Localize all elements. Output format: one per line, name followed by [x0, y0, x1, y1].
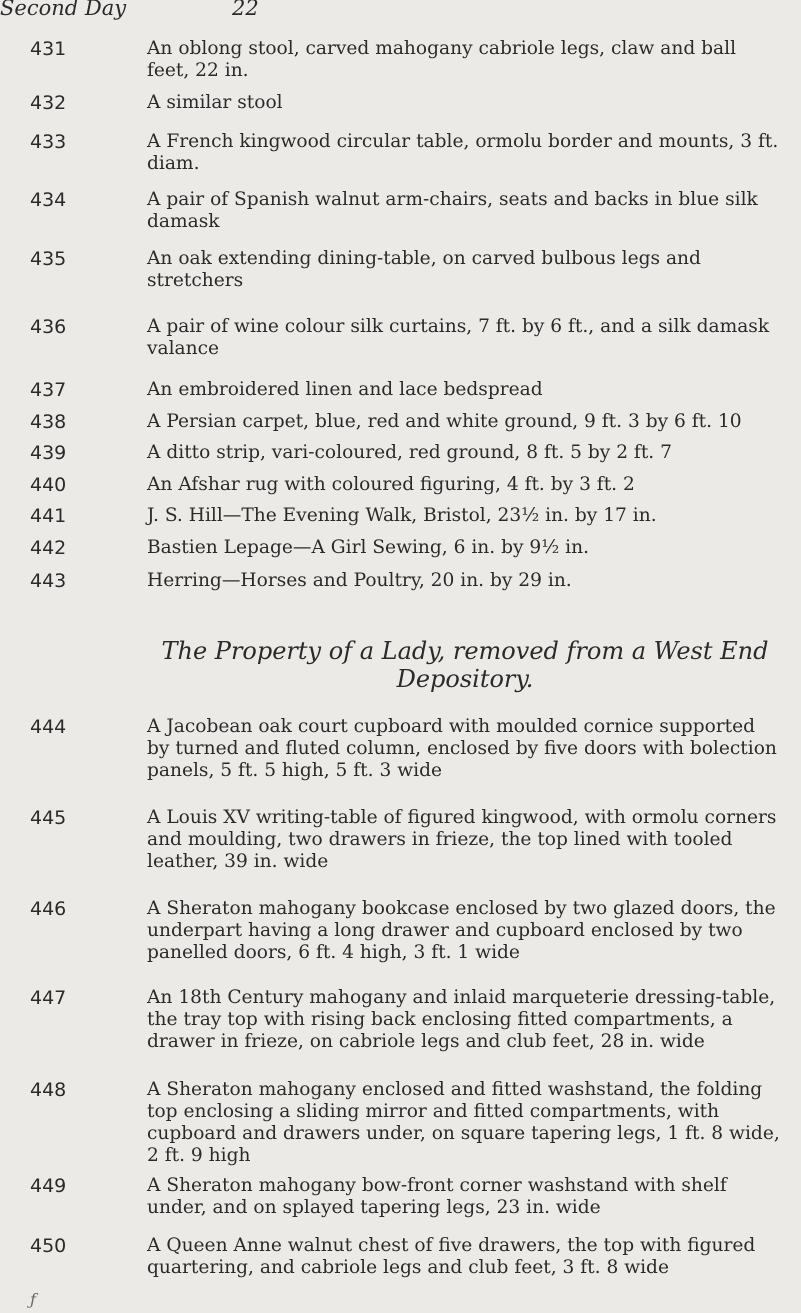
lot-number: 437 [30, 379, 67, 401]
lot-description: A French kingwood circular table, ormolu border and mounts, 3 ft. diam. [147, 131, 779, 174]
lot-description: A pair of wine colour silk curtains, 7 ft. by 6 ft., and a silk damask valance [147, 316, 770, 359]
lot-number: 450 [30, 1235, 67, 1257]
lot-number: 444 [30, 716, 67, 738]
lot-number: 441 [30, 505, 67, 527]
lot-description: An oak extending dining-table, on carved bulbous legs and stretchers [147, 248, 701, 291]
lot-description: A Queen Anne walnut chest of five drawers, the top with figured quartering, and cabriole legs and club feet, 3 ft. 8 wide [147, 1235, 756, 1278]
lot-description: Herring—Horses and Poultry, 20 in. by 29 in. [147, 570, 572, 591]
lot-number: 440 [30, 474, 67, 496]
lot-description: An oblong stool, carved mahogany cabriole legs, claw and ball feet, 22 in. [147, 38, 737, 81]
lot-number: 433 [30, 131, 67, 153]
lot-number: 438 [30, 411, 67, 433]
lot-description: An embroidered linen and lace bedspread [147, 379, 543, 400]
lot-number: 432 [30, 92, 67, 114]
lot-number: 436 [30, 316, 67, 338]
lot-number: 431 [30, 38, 67, 60]
lot-description: An 18th Century mahogany and inlaid marqueterie dressing-table, the tray top with rising back enclosing fitted compartments, a drawer in frieze, on cabriole legs and club feet, 28 in. wide [147, 987, 776, 1052]
running-head [0, 0, 801, 22]
section-heading [147, 637, 783, 693]
lot-number: 447 [30, 987, 67, 1009]
lot-description: A Sheraton mahogany bookcase enclosed by two glazed doors, the underpart having a long drawer and cupboard enclosed by two panelled doors, 6 ft. 4 high, 3 ft. 1 wide [147, 898, 776, 963]
lot-number: 442 [30, 537, 67, 559]
section-heading-line2: Depository. [396, 665, 534, 693]
section-heading-line1: The Property of a Lady, removed from a West End [161, 637, 769, 665]
lot-number: 435 [30, 248, 67, 270]
lot-description: A ditto strip, vari-coloured, red ground, 8 ft. 5 by 2 ft. 7 [147, 442, 672, 463]
lot-number: 443 [30, 570, 67, 592]
lot-description: A Louis XV writing-table of figured kingwood, with ormolu corners and moulding, two drawers in frieze, the top lined with tooled leather, 39 in. wide [147, 807, 777, 872]
day-title: Second Day [0, 0, 127, 20]
lot-number: 439 [30, 442, 67, 464]
lot-description: A Jacobean oak court cupboard with moulded cornice supported by turned and fluted column, enclosed by five doors with bolection panels, 5 ft. 5 high, 5 ft. 3 wide [147, 716, 777, 781]
lot-description: A pair of Spanish walnut arm-chairs, seats and backs in blue silk damask [147, 189, 758, 232]
lot-description: An Afshar rug with coloured figuring, 4 ft. by 3 ft. 2 [147, 474, 635, 495]
lot-description: A similar stool [147, 92, 283, 113]
lot-description: A Persian carpet, blue, red and white ground, 9 ft. 3 by 6 ft. 10 [147, 411, 742, 432]
page-number: 22 [232, 0, 259, 20]
lot-number: 448 [30, 1079, 67, 1101]
lot-description: A Sheraton mahogany enclosed and fitted washstand, the folding top enclosing a sliding mirror and fitted compartments, with cupboard and drawers under, on square tapering legs, 1 ft. 8 wide, 2 ft. 9 high [147, 1079, 780, 1166]
lot-number: 434 [30, 189, 67, 211]
lot-description: Bastien Lepage—A Girl Sewing, 6 in. by 9½ in. [147, 537, 590, 558]
lot-number: 446 [30, 898, 67, 920]
lot-description: J. S. Hill—The Evening Walk, Bristol, 23½ in. by 17 in. [147, 505, 657, 526]
lot-description: A Sheraton mahogany bow-front corner washstand with shelf under, and on splayed tapering legs, 23 in. wide [147, 1175, 727, 1218]
pencil-mark: ƒ [30, 1290, 36, 1309]
lot-number: 449 [30, 1175, 67, 1197]
lot-number: 445 [30, 807, 67, 829]
